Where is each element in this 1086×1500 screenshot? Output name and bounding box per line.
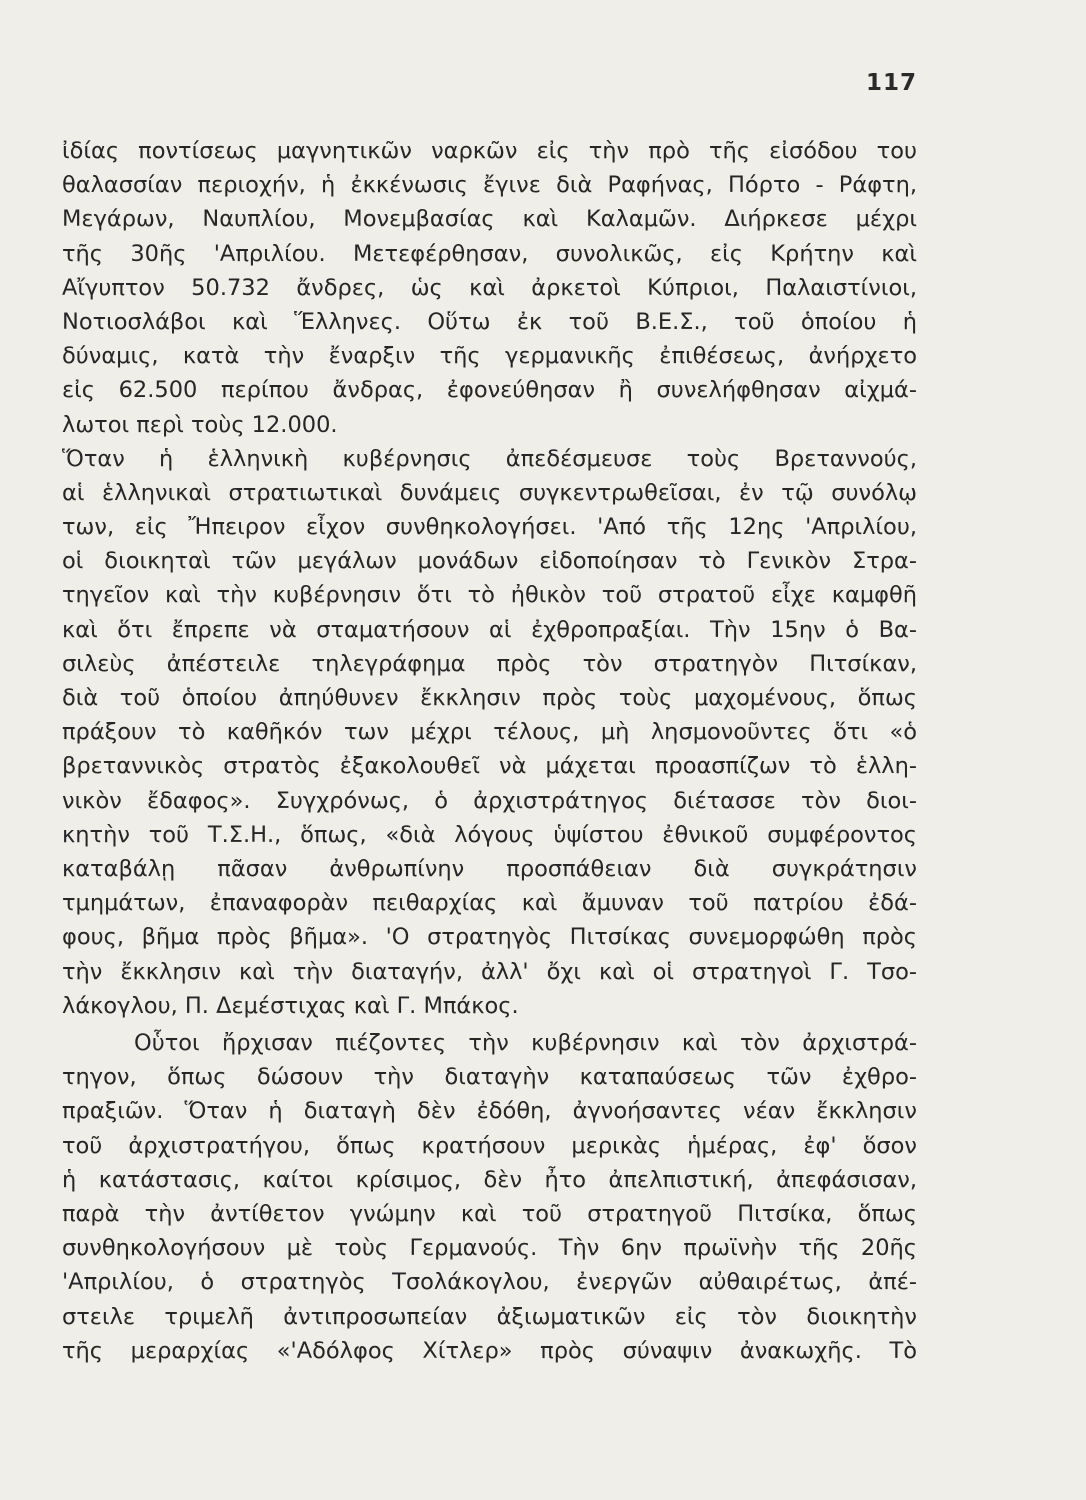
text-line: οἱ διοικηταὶ τῶν μεγάλων μονάδων εἰδοποίησαν τὸ Γενικὸν Στρα- [62,548,917,575]
text-line: λάκογλου, Π. Δεμέστιχας καὶ Γ. Μπάκος. [62,992,519,1019]
text-line: αἱ ἑλληνικαὶ στρατιωτικαὶ δυνάμεις συγκεντρωθεῖσαι, ἐν τῷ συνόλῳ [62,479,917,506]
text-line: τμημάτων, ἐπαναφορὰν πειθαρχίας καὶ ἄμυναν τοῦ πατρίου ἐδά- [62,890,917,917]
text-line: τοῦ ἀρχιστρατήγου, ὅπως κρατήσουν μερικὰς ἡμέρας, ἐφ' ὅσον [62,1132,917,1159]
text-line: Ὅταν ἡ ἑλληνικὴ κυβέρνησις ἀπεδέσμευσε τοὺς Βρεταννούς, [62,445,917,472]
text-line: λωτοι περὶ τοὺς 12.000. [62,411,338,438]
text-line: νικὸν ἔδαφος». Συγχρόνως, ὁ ἀρχιστράτηγος διέτασσε τὸν διοι- [62,787,917,814]
text-line: βρεταννικὸς στρατὸς ἐξακολουθεῖ νὰ μάχεται προασπίζων τὸ ἑλλη- [62,753,917,780]
text-line: ἡ κατάστασις, καίτοι κρίσιμος, δὲν ἦτο ἀπελπιστική, ἀπεφάσισαν, [62,1166,917,1193]
text-line: Οὗτοι ἤρχισαν πιέζοντες τὴν κυβέρνησιν καὶ τὸν ἀρχιστρά- [134,1030,917,1056]
text-line: φους, βῆμα πρὸς βῆμα». 'Ο στρατηγὸς Πιτσίκας συνεμορφώθη πρὸς [62,924,917,951]
text-line: στειλε τριμελῆ ἀντιπροσωπείαν ἀξιωματικῶν εἰς τὸν διοικητὴν [62,1303,917,1330]
text-line: διὰ τοῦ ὁποίου ἀπηύθυνεν ἔκκλησιν πρὸς τοὺς μαχομένους, ὅπως [62,685,917,711]
text-line: Νοτιοσλάβοι καὶ Ἕλληνες. Οὕτω ἐκ τοῦ Β.Ε.Σ., τοῦ ὁποίου ἡ [62,308,917,335]
text-line: Αἴγυπτον 50.732 ἄνδρες, ὡς καὶ ἀρκετοὶ Κύπριοι, Παλαιστίνιοι, [62,274,917,301]
text-line: των, εἰς Ἤπειρον εἶχον συνθηκολογήσει. 'Από τῆς 12ης 'Απριλίου, [62,514,917,541]
text-line: τηγεῖον καὶ τὴν κυβέρνησιν ὅτι τὸ ἠθικὸν τοῦ στρατοῦ εἶχε καμφθῆ [62,582,917,609]
text-line: Μεγάρων, Ναυπλίου, Μονεμβασίας καὶ Καλαμῶν. Διήρκεσε μέχρι [62,206,917,233]
text-line: πράξουν τὸ καθῆκόν των μέχρι τέλους, μὴ λησμονοῦντες ὅτι «ὁ [62,719,917,746]
text-line: τῆς μεραρχίας «'Αδόλφος Χίτλερ» πρὸς σύναψιν ἀνακωχῆς. Τὸ [62,1337,917,1364]
text-line: πραξιῶν. Ὅταν ἡ διαταγὴ δὲν ἐδόθη, ἀγνοήσαντες νέαν ἔκκλησιν [62,1098,917,1125]
text-line: καταβάλῃ πᾶσαν ἀνθρωπίνην προσπάθειαν διὰ συγκράτησιν [62,855,917,882]
text-line: καὶ ὅτι ἔπρεπε νὰ σταματήσουν αἱ ἐχθροπραξίαι. Τὴν 15ην ὁ Βα- [62,616,917,643]
text-line: δύναμις, κατὰ τὴν ἔναρξιν τῆς γερμανικῆς ἐπιθέσεως, ἀνήρχετο [62,343,917,370]
text-line: τὴν ἔκκλησιν καὶ τὴν διαταγήν, ἀλλ' ὄχι καὶ οἱ στρατηγοὶ Γ. Τσο- [62,958,917,985]
paragraph-2 [62,1026,917,1368]
text-line: εἰς 62.500 περίπου ἄνδρας, ἐφονεύθησαν ἢ συνελήφθησαν αἰχμά- [62,377,917,404]
text-line: τῆς 30ῆς 'Απριλίου. Μετεφέρθησαν, συνολικῶς, εἰς Κρήτην καὶ [62,240,917,267]
page-number: 117 [866,70,918,96]
text-line: 'Απριλίου, ὁ στρατηγὸς Τσολάκογλου, ἐνεργῶν αὐθαιρέτως, ἀπέ- [62,1269,917,1296]
text-line: παρὰ τὴν ἀντίθετον γνώμην καὶ τοῦ στρατηγοῦ Πιτσίκα, ὅπως [62,1200,917,1227]
text-line: τηγον, ὅπως δώσουν τὴν διαταγὴν καταπαύσεως τῶν ἐχθρο- [62,1064,917,1091]
text-line: ἰδίας ποντίσεως μαγνητικῶν ναρκῶν εἰς τὴν πρὸ τῆς εἰσόδου του [62,138,917,164]
text-line: συνθηκολογήσουν μὲ τοὺς Γερμανούς. Τὴν 6ην πρωϊνὴν τῆς 20ῆς [62,1235,917,1262]
paragraph-1 [62,134,917,1023]
text-line: σιλεὺς ἀπέστειλε τηλεγράφημα πρὸς τὸν στρατηγὸν Πιτσίκαν, [62,650,917,677]
text-line: κητὴν τοῦ Τ.Σ.Η., ὅπως, «διὰ λόγους ὑψίστου ἐθνικοῦ συμφέροντος [62,821,917,848]
text-line: θαλασσίαν περιοχήν, ἡ ἐκκένωσις ἔγινε διὰ Ραφήνας, Πόρτο - Ράφτη, [62,172,917,199]
